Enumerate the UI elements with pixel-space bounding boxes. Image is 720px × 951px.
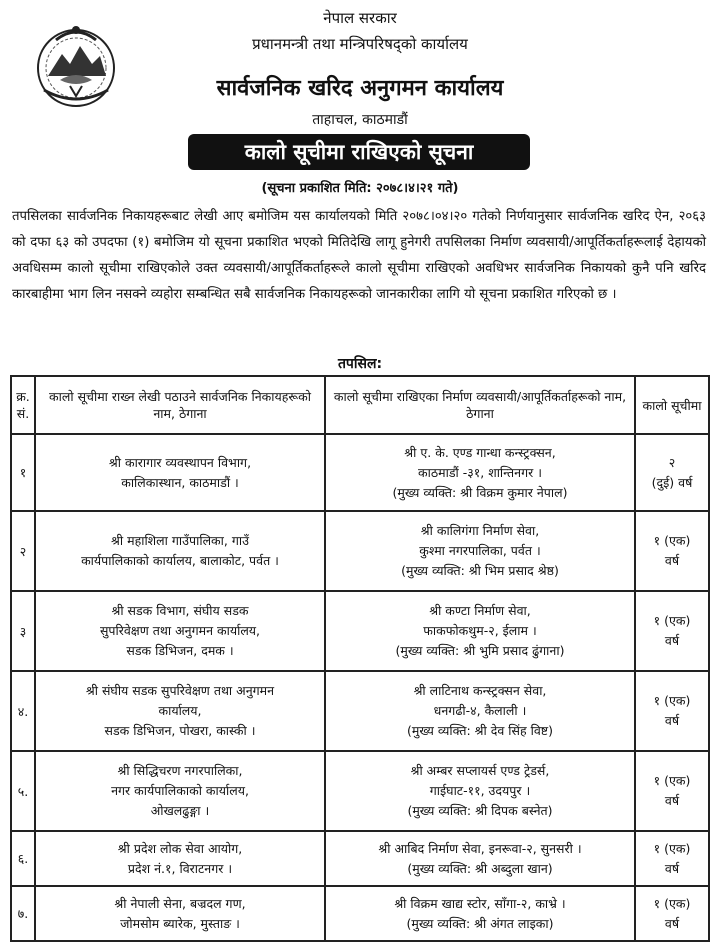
- row-period-line: वर्ष: [664, 793, 680, 808]
- row-period: [635, 671, 709, 751]
- header-body-line1: कालो सूचीमा राख्न लेखी पठाउने: [49, 389, 196, 404]
- row-blacklisted-firm: [325, 751, 635, 831]
- row-blacklisted-firm-line: (मुख्य व्यक्ति: श्री अंगत लाइका): [406, 915, 554, 931]
- row-period-line: १ (एक): [653, 840, 691, 856]
- row-period-line: १ (एक): [653, 533, 691, 548]
- table-row: [11, 591, 709, 671]
- row-sn: ४.: [11, 671, 35, 751]
- row-blacklisted-firm-line: काठमाडौं -३१, शान्तिनगर ।: [418, 464, 542, 480]
- blacklist-table: [10, 375, 710, 942]
- row-period-line: १ (एक): [653, 895, 691, 911]
- row-public-body-line: कालिकास्थान, काठमाडौं ।: [121, 474, 239, 490]
- row-period-line: २: [668, 454, 676, 470]
- table-row: [11, 751, 709, 831]
- row-public-body-line: श्री सडक विभाग, संघीय सडक: [111, 603, 249, 618]
- row-period: [635, 511, 709, 591]
- row-blacklisted-firm: [325, 886, 635, 941]
- row-public-body-line: सडक डिभिजन, पोखरा, कास्की ।: [104, 723, 256, 738]
- row-sn: ३: [11, 591, 35, 671]
- row-public-body-line: श्री कारागार व्यवस्थापन विभाग,: [108, 454, 252, 470]
- row-public-body-line: कार्यपालिकाको कार्यालय, बालाकोट, पर्वत ।: [81, 553, 279, 568]
- row-public-body-line: प्रदेश नं.१, विराटनगर ।: [127, 860, 233, 876]
- row-period: [635, 831, 709, 886]
- header-period-line1: कालो: [642, 397, 668, 413]
- notice-title: [188, 134, 530, 170]
- row-public-body-line: जोमसोम ब्यारेक, मुस्ताङ ।: [120, 915, 240, 931]
- row-period-line: वर्ष: [664, 633, 680, 648]
- row-public-body-line: श्री संघीय सडक सुपरिवेक्षण तथा अनुगमन: [85, 683, 275, 698]
- office-address: ताहाचल, काठमाडौं: [312, 112, 408, 128]
- row-blacklisted-firm: [325, 434, 635, 511]
- header-public-body: [35, 376, 325, 434]
- row-public-body-line: कार्यालय,: [158, 703, 202, 718]
- row-sn: ७.: [11, 886, 35, 941]
- row-public-body: [35, 831, 325, 886]
- header-period-line2: सूचीमा: [671, 397, 702, 413]
- header-sn: [11, 376, 35, 434]
- table-row: [11, 511, 709, 591]
- row-period: [635, 886, 709, 941]
- row-blacklisted-firm-line: (मुख्य व्यक्ति: श्री दिपक बस्नेत): [407, 803, 553, 818]
- header-sn-line2: सं.: [16, 406, 30, 421]
- row-blacklisted-firm-line: श्री कालिगंगा निर्माण सेवा,: [420, 523, 540, 538]
- row-blacklisted-firm-line: श्री लाटिनाथ कन्स्ट्रक्सन सेवा,: [413, 683, 547, 698]
- table-row: [11, 886, 709, 941]
- table-row: [11, 831, 709, 886]
- row-blacklisted-firm: [325, 511, 635, 591]
- row-period: [635, 591, 709, 671]
- government-name: नेपाल सरकार: [323, 9, 397, 27]
- row-public-body: [35, 511, 325, 591]
- row-period: [635, 751, 709, 831]
- row-sn: २: [11, 511, 35, 591]
- row-blacklisted-firm-line: श्री कण्टा निर्माण सेवा,: [429, 603, 531, 618]
- row-period-line: १ (एक): [653, 773, 691, 788]
- row-blacklisted-firm: [325, 671, 635, 751]
- row-blacklisted-firm-line: गाईघाट-११, उदयपुर ।: [429, 783, 531, 798]
- row-period-line: वर्ष: [664, 553, 680, 568]
- published-date: (सूचना प्रकाशित मिति: २०७८।४।२१ गते): [261, 181, 459, 196]
- row-blacklisted-firm-line: श्री अम्बर सप्लायर्स एण्ड ट्रेडर्स,: [410, 763, 550, 778]
- row-sn: १: [11, 434, 35, 511]
- row-period-line: वर्ष: [664, 915, 680, 931]
- row-period-line: (दुई) वर्ष: [651, 474, 693, 490]
- row-public-body-line: श्री सिद्धिचरण नगरपालिका,: [117, 763, 243, 778]
- office-name: सार्वजनिक खरिद अनुगमन कार्यालय: [216, 76, 504, 101]
- row-public-body: [35, 671, 325, 751]
- row-public-body: [35, 591, 325, 671]
- row-blacklisted-firm-line: धनगढी-४, कैलाली ।: [433, 703, 527, 718]
- row-blacklisted-firm-line: श्री आबिद निर्माण सेवा, इनरूवा-२, सुनसरी ।: [378, 840, 582, 856]
- row-blacklisted-firm-line: (मुख्य व्यक्ति: श्री देव सिंह विष्ट): [407, 723, 553, 738]
- row-period-line: १ (एक): [653, 693, 691, 708]
- row-public-body-line: नगर कार्यपालिकाको कार्यालय,: [111, 783, 249, 798]
- row-blacklisted-firm: [325, 591, 635, 671]
- row-public-body-line: श्री प्रदेश लोक सेवा आयोग,: [117, 840, 243, 856]
- row-public-body-line: ओखलढुङ्गा ।: [150, 803, 210, 818]
- row-public-body-line: सुपरिवेक्षण तथा अनुगमन कार्यालय,: [99, 623, 261, 638]
- row-period-line: वर्ष: [664, 713, 680, 728]
- row-blacklisted-firm-line: श्री ए. के. एण्ड गान्धा कन्स्ट्रक्सन,: [404, 444, 556, 460]
- row-blacklisted-firm-line: श्री विक्रम खाद्य स्टोर, साँगा-२, काभ्रे ।: [394, 895, 566, 911]
- row-period-line: वर्ष: [664, 860, 680, 876]
- header-body-line2: सार्वजनिक निकायहरूको नाम, ठेगाना: [153, 389, 311, 421]
- table-row: [11, 671, 709, 751]
- row-blacklisted-firm-line: कुश्मा नगरपालिका, पर्वत ।: [419, 543, 541, 558]
- row-sn: ६.: [11, 831, 35, 886]
- header-firm-line1: कालो सूचीमा राखिएका निर्माण: [333, 389, 473, 404]
- notice-title-text: कालो सूचीमा राखिएको सूचना: [244, 140, 474, 164]
- row-public-body: [35, 751, 325, 831]
- tapasil-label: तपसिल:: [337, 356, 383, 372]
- row-blacklisted-firm-line: (मुख्य व्यक्ति: श्री भिम प्रसाद श्रेष्ठ): [401, 563, 559, 578]
- row-period-line: १ (एक): [653, 613, 691, 628]
- header-blacklisted-firm: [325, 376, 635, 434]
- table-header-row: [11, 376, 709, 434]
- header-firm-line2: व्यवसायी/आपूर्तिकर्ताहरूको नाम, ठेगाना: [466, 389, 627, 421]
- notice-body: तपसिलका सार्वजनिक निकायहरूबाट लेखी आए बमोजिम यस कार्यालयको मिति २०७८।०४।२० गतेको निर्णयानुसार सार्वजनिक खरिद ऐन, २०६३ को दफा ६३ को उपदफा (१) बमोजिम यो सूचना प्रकाशित भएको मितिदेखि लागू हुनेगरी तपसिलका निर्माण व्यवसायी/आपूर्तिकर्ताहरूलाई देहायको अवधिसम्म कालो सूचीमा राखिएकोले उक्त व्यवसायी/आपूर्तिकर्ताहरूले कालो सूचीमा राखिएको अवधिभर सार्वजनिक निकायको कुनै पनि खरिद कारबाहीमा भाग लिन नसक्ने व्यहोरा सम्बन्धित सबै सार्वजनिक निकायहरूको जानकारीका लागि यो सूचना प्रकाशित गरिएको छ ।: [12, 209, 706, 302]
- row-blacklisted-firm-line: (मुख्य व्यक्ति: श्री भुमि प्रसाद ढुंगाना): [395, 643, 565, 658]
- row-sn: ५.: [11, 751, 35, 831]
- ministry-name: प्रधानमन्त्री तथा मन्त्रिपरिषद्को कार्यालय: [252, 35, 468, 53]
- header-sn-line1: क्र.: [16, 389, 30, 404]
- row-blacklisted-firm-line: (मुख्य व्यक्ति: श्री विक्रम कुमार नेपाल): [392, 484, 568, 500]
- row-public-body-line: श्री महाशिला गाउँपालिका, गाउँ: [111, 533, 249, 548]
- row-blacklisted-firm-line: फाकफोकथुम-२, ईलाम ।: [423, 623, 537, 638]
- row-public-body-line: श्री नेपाली सेना, बज्रदल गण,: [114, 895, 246, 911]
- row-public-body: [35, 886, 325, 941]
- row-blacklisted-firm-line: (मुख्य व्यक्ति: श्री अब्दुला खान): [407, 860, 553, 876]
- row-public-body: [35, 434, 325, 511]
- table-row: [11, 434, 709, 511]
- row-blacklisted-firm: [325, 831, 635, 886]
- header-period: [635, 376, 709, 434]
- row-period: [635, 434, 709, 511]
- row-public-body-line: सडक डिभिजन, दमक ।: [126, 643, 234, 658]
